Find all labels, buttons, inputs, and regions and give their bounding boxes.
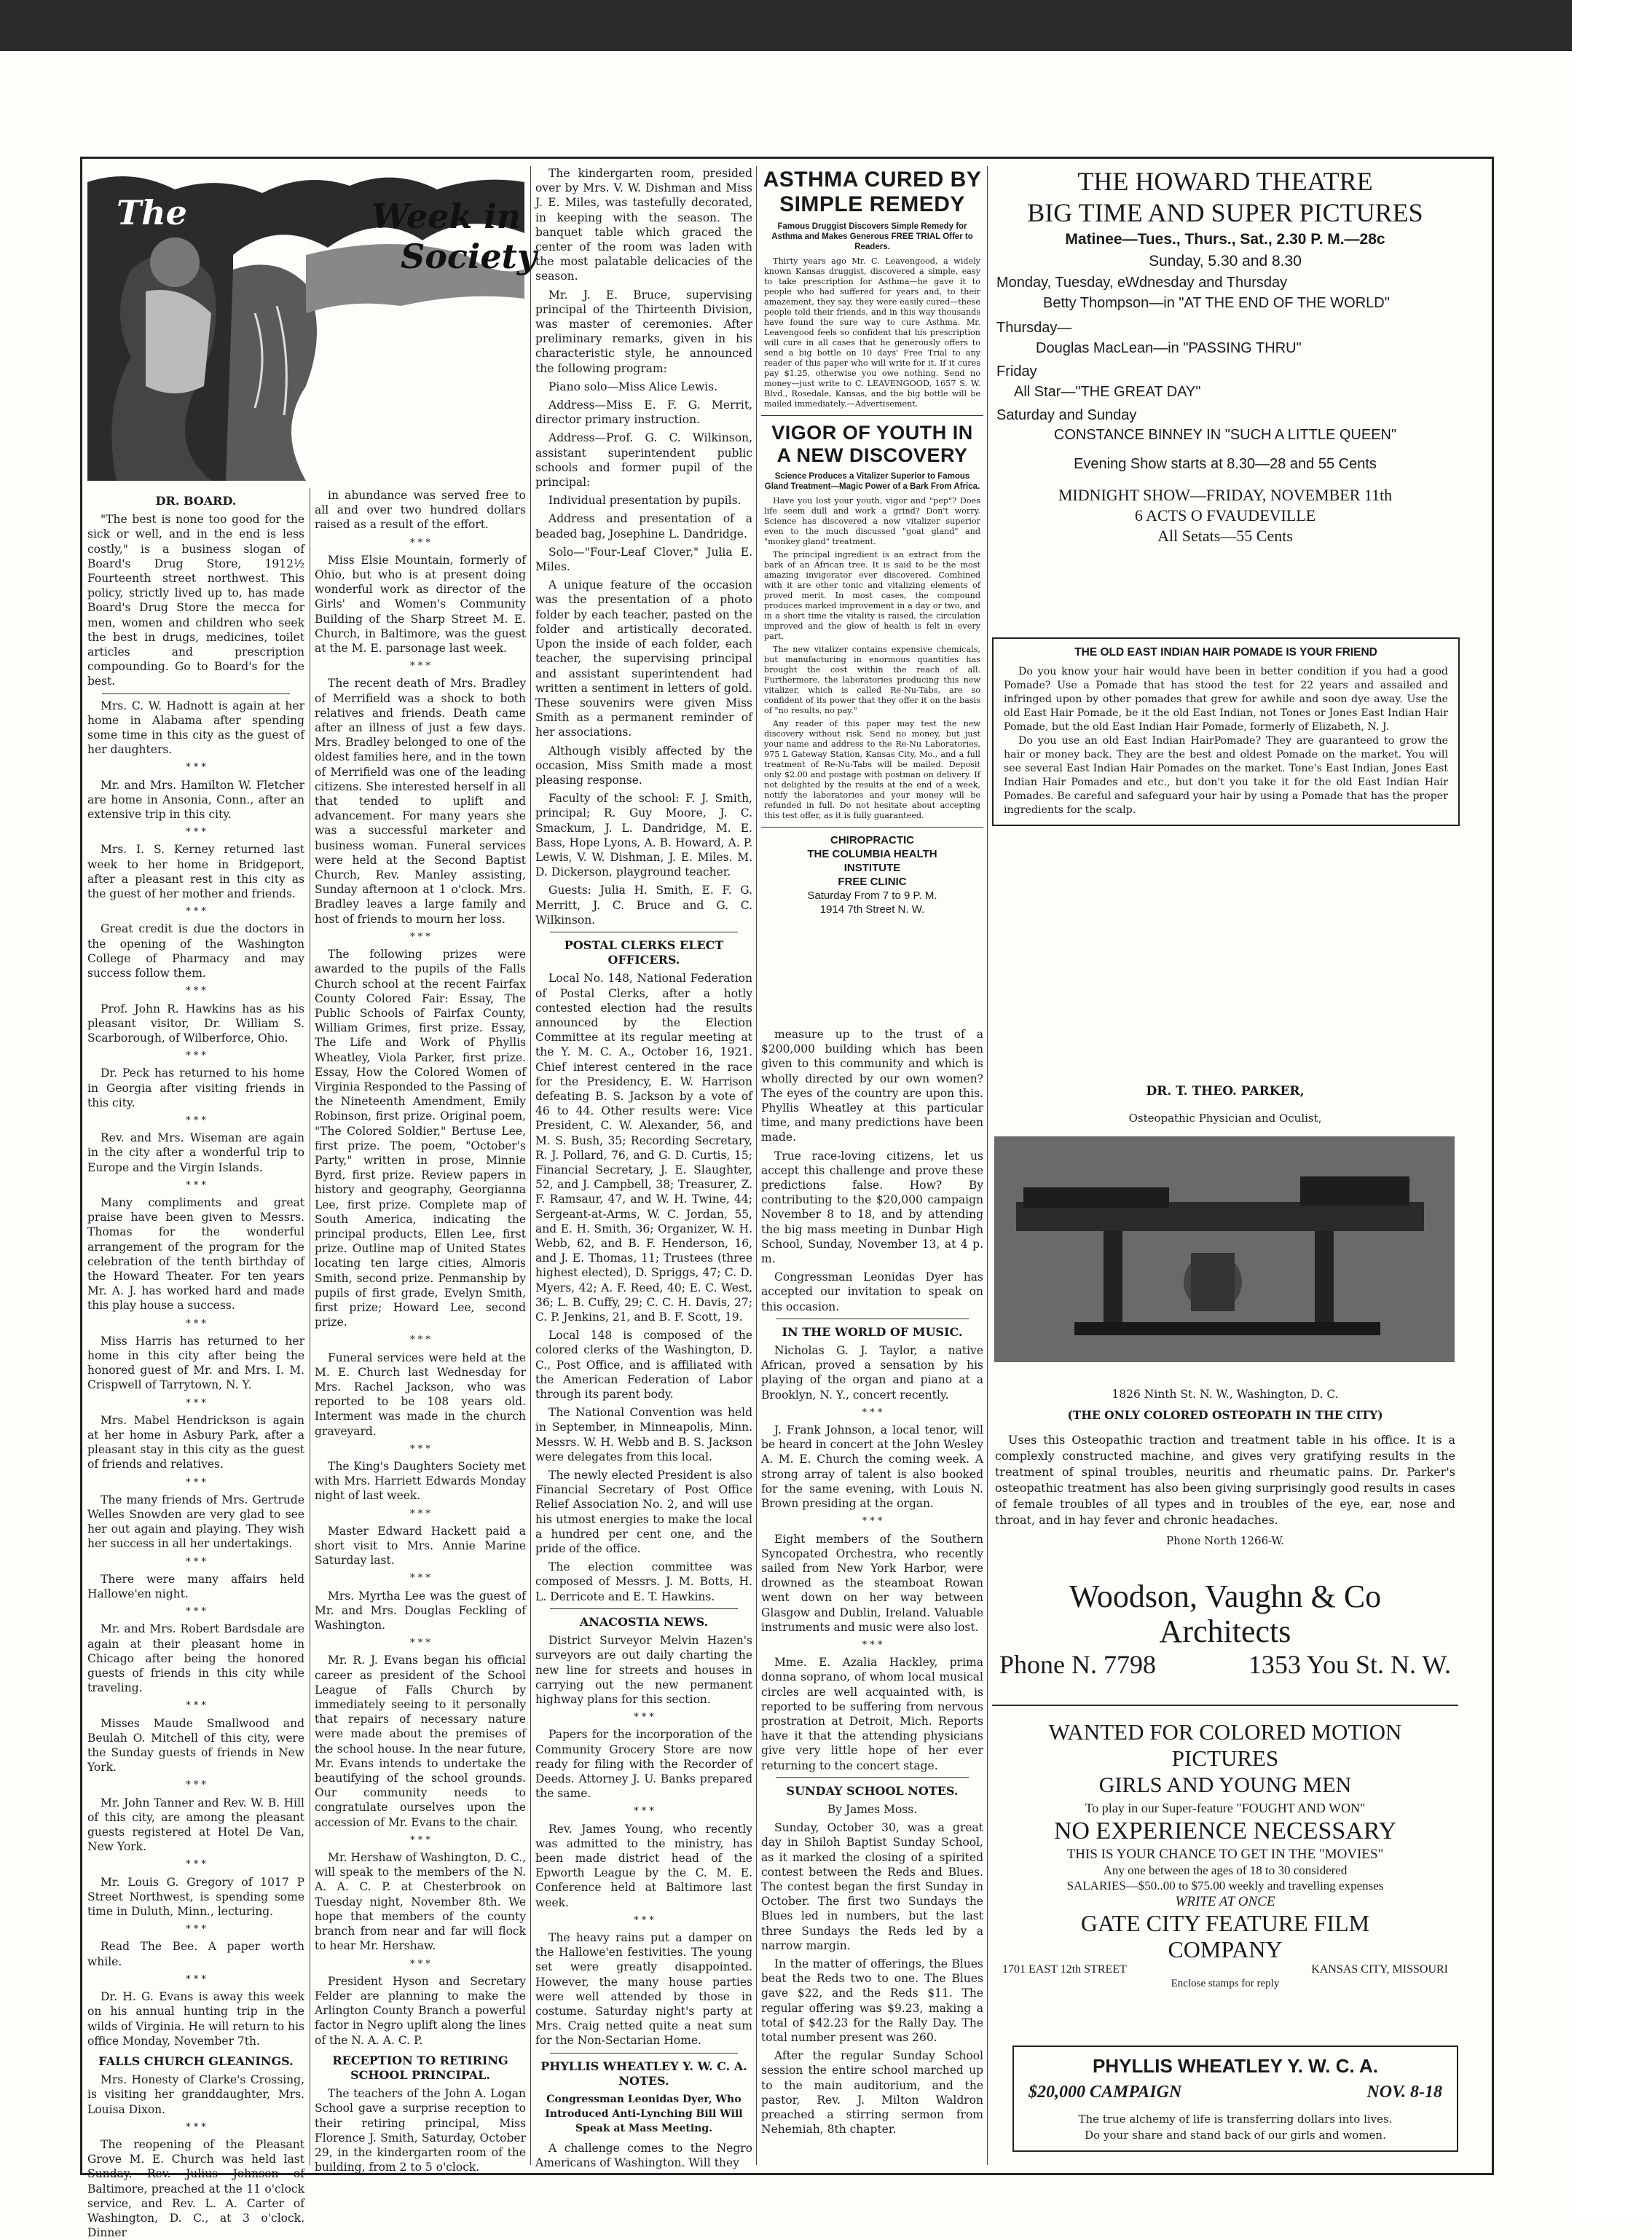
wanted-line: WRITE AT ONCE [1175, 1894, 1275, 1909]
col3-para: Solo—"Four-Leaf Clover," Julia E. Miles. [535, 545, 752, 574]
col2-para: President Hyson and Secretary Felder are planning to make the Arlington County Branch a powerful factor in Negro uplift along the lines of the N. A. A. C. P. [315, 1974, 526, 2047]
scan-right-margin [1572, 0, 1652, 2223]
wanted-line: SALARIES—$50..00 to $75.00 weekly and travelling expenses [1066, 1879, 1384, 1893]
separator-stars: * * * [186, 762, 206, 774]
asthma-para: Thirty years ago Mr. C. Leavengood, a widely known Kansas druggist, discovered a simple, easy to take prescription for Asthma—he gave it to people who had suffered for years and, to their amazement, they say, they were easily cured—these people told their friends, and in this way thousands have found the sure way to cure Asthma. Mr. Leavengood feels so confident that his prescription will cure in all cases that he generously offers to send a big bottle on 10 days' Free Trial to any reader of this paper who will write for it. If it cures pay $1.25, otherwise you owe nothing. Send no money—just write to C. LEAVENGOOD, 1657 S. W. Blvd., Rosedale, Kansas, and the big bottle will be mailed immediately.—Advertisement. [764, 256, 980, 409]
wanted-line: Enclose stamps for reply [1171, 1978, 1280, 1989]
separator-stars: * * * [186, 906, 206, 918]
anacostia-heading: ANACOSTIA NEWS. [579, 1614, 709, 1629]
howard-thursday: Thursday— [996, 320, 1072, 336]
divider [761, 827, 983, 828]
ywca-campaign: $20,000 CAMPAIGN [1028, 2083, 1182, 2102]
col3-para: Address and presentation of a beaded bag, Josephine L. Dandridge. [535, 512, 752, 541]
sunday-school-heading: SUNDAY SCHOOL NOTES. [786, 1783, 959, 1798]
col3-para: Guests: Julia H. Smith, E. F. G. Merritt, J. C. Bruce and G. C. Wilkinson. [535, 884, 752, 927]
vigor-headline-line: A NEW DISCOVERY [776, 444, 968, 466]
woodson-architects: Architects [1159, 1614, 1291, 1649]
wanted-city: KANSAS CITY, MISSOURI [1311, 1963, 1448, 1976]
byline: By James Moss. [827, 1802, 918, 1816]
column-3 [535, 166, 752, 2169]
patent-medicine-ads [761, 168, 983, 916]
society-masthead [87, 168, 537, 481]
howard-evening: Evening Show starts at 8.30—28 and 55 Cents [1074, 456, 1377, 472]
woodson-address: 1353 You St. N. W. [1248, 1650, 1451, 1679]
separator-stars: * * * [186, 827, 206, 838]
woodson-name: Woodson, Vaughn & Co [1069, 1579, 1382, 1614]
col2-para: Master Edward Hackett paid a short visit to Mrs. Annie Marine Saturday last. [315, 1524, 526, 1568]
separator-stars: * * * [186, 1477, 206, 1488]
separator-stars: * * * [410, 1443, 430, 1455]
col3-para: The newly elected President is also Financial Secretary of Post Office Relief Association No. 2, and will use his utmost energies to make the local a hundred per cent one, and the pride of the office. [535, 1469, 752, 1556]
separator-stars: * * * [634, 1712, 654, 1724]
chiro-line: INSTITUTE [843, 862, 901, 874]
parker-address: 1826 Ninth St. N. W., Washington, D. C. [1112, 1388, 1339, 1401]
column-rule [756, 166, 757, 2165]
howard-friday: Friday [996, 363, 1037, 380]
separator-stars: * * * [186, 1179, 206, 1191]
col2-para: Mrs. Myrtha Lee was the guest of Mr. and Mrs. Douglas Feckling of Washington. [315, 1589, 526, 1632]
col1-para: Dr. H. G. Evans is away this week on his annual hunting trip in the wilds of Virginia. He will return to his office Monday, November 7th. [87, 1990, 304, 2048]
vigor-para: Any reader of this paper may test the new discovery without risk. Send no money, but just your name and address to the Re-Nu Laboratories, 975 L Gateway Station, Kansas City, Mo., and a full treatment of Re-Nu-Tabs will be mailed. Deposit only $2.00 and postage with postman on delivery. If not delighted by the results at the end of a week, notify the laboratories and your money will be refunded in full. Do not hesitate about accepting this test offer, as it is fully guaranteed. [764, 719, 980, 820]
col1-para: Prof. John R. Hawkins has as his pleasant visitor, Dr. William S. Scarborough, of Wilberforce, Ohio. [87, 1002, 304, 1045]
howard-acts: 6 ACTS O FVAUDEVILLE [1134, 506, 1316, 524]
divider [550, 2053, 738, 2054]
separator-stars: * * * [186, 1924, 206, 1936]
osteopathic-table-photo [994, 1136, 1455, 1362]
dr-parker-ad [992, 1084, 1458, 1125]
wanted-line: GATE CITY FEATURE FILM [1080, 1910, 1370, 1936]
separator-stars: * * * [410, 1834, 430, 1846]
howard-mwt-feature: Betty Thompson—in "AT THE END OF THE WORLD" [1043, 295, 1390, 311]
ywca-line: The true alchemy of life is transferring dollars into lives. [1078, 2113, 1393, 2126]
dyer-subheading: Congressman Leonidas Dyer, Who Introduced Anti-Lynching Bill Will Speak at Mass Meeting. [545, 2093, 743, 2135]
howard-sunday: Sunday, 5.30 and 8.30 [1149, 253, 1302, 270]
col3-para: Address—Prof. G. C. Wilkinson, assistant superintendent public schools and former pupil of the principal: [535, 431, 752, 490]
separator-stars: * * * [634, 1914, 654, 1926]
ywca-campaign-row [1024, 2078, 1447, 2107]
col2-para: The teachers of the John A. Logan School gave a surprise reception to their retiring principal, Miss Florence J. Smith, Saturday, October 29, in the kindergarten room of the building, from 2 to 5 o'clock. [315, 2087, 526, 2174]
hair-pomade-ad [992, 637, 1460, 826]
vigor-para: The principal ingredient is an extract from the bark of an African tree. It is said to be the most amazing invigorator ever discovered. Combined with it are other tonic and vitalizing elements of proved merit. In most cases, the compound produces marked improvement in a day or two, and in a short time the vitality is raised, the circulation improved and the glow of health is felt in every part. [764, 550, 980, 641]
howard-friday-feature: All Star—"THE GREAT DAY" [1014, 384, 1201, 400]
dr-parker-details [992, 1388, 1458, 1547]
divider [102, 693, 290, 694]
wanted-line: GIRLS AND YOUNG MEN [1098, 1773, 1352, 1797]
howard-matinee: Matinee—Tues., Thurs., Sat., 2.30 P. M.—28c [1065, 231, 1385, 248]
vigor-para: The new vitalizer contains expensive chemicals, but manufacturing in enormous quantities has brought the cost within the reach of all. Furthermore, the laboratories producing this new vitalizer, which is called Re-Nu-Tabs, are so confident of its power that they offer it on the basis of "no results, no pay." [764, 645, 980, 715]
ywca-campaign-ad [1012, 2046, 1458, 2152]
separator-stars: * * * [186, 1318, 206, 1329]
chiro-line: CHIROPRACTIC [830, 834, 914, 846]
divider [761, 415, 983, 416]
ywca-dates: NOV. 8-18 [1366, 2083, 1442, 2102]
col4-para: J. Frank Johnson, a local tenor, will be heard in concert at the John Wesley A. M. E. Church the coming week. A strong array of talent is also booked for the same evening, with Louis N. Brown presiding at the organ. [761, 1423, 983, 1511]
separator-stars: * * * [186, 1700, 206, 1712]
col1-para: Misses Maude Smallwood and Beulah O. Mitchell of this city, were the Sunday guests of friends in New York. [87, 1716, 304, 1775]
chiro-line: Saturday From 7 to 9 P. M. [807, 889, 937, 902]
col3-para: A unique feature of the occasion was the presentation of a photo folder by each teacher, pasted on the folder and artistically decorated. Upon the inside of each folder, each teacher, the supervising principal and assistant superintendent had written a sentiment in letters of gold. These souvenirs were given Miss Smith as a permanent reminder of her associations. [535, 578, 752, 739]
postal-clerks-heading: POSTAL CLERKS ELECT OFFICERS. [564, 938, 724, 967]
divider [992, 1705, 1458, 1706]
separator-stars: * * * [186, 1115, 206, 1126]
hair-para: Do you know your hair would have been in better condition if you had a good Pomade? Use a Pomade that has stood the test for 22 years and assailed and infringed upon by other pomades that grew for awhile and soon dye away. Use the old East Hair Pomade, be it the old East Indian, not Tones or Jones East Indian Hair Pomade, but the old East Indian Hair Pomade, formerly of Elizabeth, N. J. [1004, 666, 1448, 733]
col2-para: The recent death of Mrs. Bradley of Merrifield was a shock to both relatives and friends. Death came after an illness of just a few days. Mrs. Bradley belonged to one of the oldest families here, and in the town of Merrifield was one of the leading citizens. She interested herself in all that tended to uplift and advancement. For many years she was a successful marketer and business woman. Funeral services were held at the Second Baptist Church, Rev. Manley assisting, Sunday afternoon at 1 o'clock. Mrs. Bradley leaves a large family and host of friends to mourn her loss. [315, 677, 526, 926]
chiropractic-ad [761, 833, 983, 916]
howard-seats: All Setats—55 Cents [1157, 527, 1293, 545]
treatment-table-illustration [994, 1136, 1455, 1362]
col2-para: in abundance was served free to all and over two hundred dollars raised as a result of the effort. [315, 489, 526, 532]
hair-title: THE OLD EAST INDIAN HAIR POMADE IS YOUR FRIEND [1074, 646, 1377, 659]
wanted-line: THIS IS YOUR CHANCE TO GET IN THE "MOVIES" [1066, 1847, 1384, 1862]
column-rule [987, 166, 988, 2165]
col4-para: In the matter of offerings, the Blues beat the Reds two to one. The Blues gave $22, and the Reds $11. The regular offering was $9.23, making a total of $42.23 for the Rally Day. The total number present was 260. [761, 1957, 983, 2044]
vigor-subhead: Science Produces a Vitalizer Superior to Famous Gland Treatment—Magic Power of a Bark From Africa. [764, 472, 980, 491]
vigor-body [764, 496, 980, 821]
col1-para: Mrs. Mabel Hendrickson is again at her home in Asbury Park, after a pleasant stay in this city as the guest of friends and relatives. [87, 1413, 304, 1471]
separator-stars: * * * [862, 1407, 883, 1418]
col3-para: The heavy rains put a damper on the Hallowe'en festivities. The young set were greatly disappointed. However, the many house parties were well attended by those in costume. Saturday night's party at Mrs. Craig netted quite a neat sum for the Non-Sectarian Home. [535, 1930, 752, 2048]
chiro-line: THE COLUMBIA HEALTH [807, 848, 937, 860]
parker-body: Uses this Osteopathic traction and treatment table in his office. It is a complexly constructed machine, and gives very gratifying results in the treatment of spinal troubles, neuritis and rheumatic pains. Dr. Parker's osteopathic treatment has also been giving surprisingly good results in cases of female troubles of all types and in troubles of the eye, ear, nose and throat, and in hay fever and chronic headaches. [995, 1433, 1455, 1527]
col1-para: The many friends of Mrs. Gertrude Welles Snowden are very glad to see her out again and playing. They wish her success in all her undertakings. [87, 1493, 304, 1551]
parker-name: DR. T. THEO. PARKER, [1146, 1084, 1305, 1099]
col3-para: Mr. J. E. Bruce, supervising principal of the Thirteenth Division, was master of ceremonies. After preliminary remarks, given in his characteristic style, he announced the following program: [535, 288, 752, 375]
column-rule [530, 166, 531, 2165]
asthma-headline [761, 168, 983, 217]
col3-para: Faculty of the school: F. J. Smith, principal; R. Guy Moore, J. C. Smackum, J. L. Dandridge, M. E. Bass, Hope Lyons, A. B. Howard, A. P. Lewis, V. W. Dishman, J. E. Miles. M. D. Dickerson, playground teacher. [535, 792, 752, 879]
parker-tag: (THE ONLY COLORED OSTEOPATH IN THE CITY) [1067, 1408, 1383, 1422]
asthma-body [764, 256, 980, 409]
column-2 [315, 488, 526, 2174]
col1-para: Mrs. Honesty of Clarke's Crossing, is visiting her granddaughter, Mrs. Louisa Dixon. [87, 2073, 304, 2116]
howard-subtitle: BIG TIME AND SUPER PICTURES [1027, 198, 1423, 227]
col1-para: Mrs. I. S. Kerney returned last week to her home in Bridgeport, after a pleasant rest in this city as the guest of her mother and friends. [87, 843, 304, 901]
col3-para: Address—Miss E. F. G. Merrit, director primary instruction. [535, 398, 752, 427]
howard-midnight: MIDNIGHT SHOW—FRIDAY, NOVEMBER 11th [1058, 486, 1393, 504]
wanted-address [992, 1962, 1458, 1977]
col3-para: The kindergarten room, presided over by Mrs. V. W. Dishman and Miss J. E. Miles, was tastefully decorated, in keeping with the season. The banquet table which graced the center of the room was laden with the most palatable delicacies of the season. [535, 167, 752, 283]
col3-para: The National Convention was held in September, in Minneapolis, Minn. Messrs. W. H. Webb and B. S. Jackson were delegates from this local. [535, 1406, 752, 1463]
vigor-para: Have you lost your youth, vigor and "pep"? Does life seem dull and work a grind? Don't worry. Science has discovered a new vitalizer superior even to the much discussed "goat gland" and "monkey gland" treatment. [764, 496, 980, 546]
separator-stars: * * * [410, 931, 430, 943]
col3-para: Local 148 is composed of the colored clerks of the Washington, D. C., Post Office, and is affiliated with the American Federation of Labor through its parent body. [535, 1329, 752, 1402]
howard-theatre-ad [992, 166, 1458, 546]
chiro-line: FREE CLINIC [838, 876, 907, 888]
hair-para: Do you use an old East Indian HairPomade? They are guaranteed to grow the hair or money back. They are the best and oldest Pomade on the market. You will see several East Indian Hair Pomades on the market. Tone's East Indian, Jones East Indian Hair Pomades and etc., but don't you take it for the old East Indian Hair Pomades. Be careful and safeguard your hair by using a Pomade that has the proper ingredients for the scalp. [1004, 735, 1448, 816]
col3-para: Although visibly affected by the occasion, Miss Smith made a most pleasing response. [535, 744, 752, 787]
col2-para: Mr. R. J. Evans began his official career as president of the School League of Falls Church by immediately seeing to it personally that repairs of necessary nature were made about the premises of the school house. In the near future, Mr. Evans intends to undertake the beautifying of the school grounds. Our community needs to congratulate ourselves upon the accession of Mr. Evans to the chair. [315, 1654, 526, 1829]
col3-para: Piano solo—Miss Alice Lewis. [548, 380, 718, 393]
separator-stars: * * * [186, 2121, 206, 2133]
wanted-line: Any one between the ages of 18 to 30 considered [1103, 1863, 1348, 1877]
col4-para: Congressman Leonidas Dyer has accepted our invitation to speak on this occasion. [761, 1270, 983, 1313]
separator-stars: * * * [634, 1806, 654, 1817]
separator-stars: * * * [410, 1573, 430, 1584]
col1-para: Mr. John Tanner and Rev. W. B. Hill of this city, are among the pleasant guests registered at Hotel De Van, New York. [87, 1796, 304, 1854]
col4-para: Eight members of the Southern Syncopated Orchestra, who recently sailed from New York Harbor, were drowned as the steamboat Rowan went down on her way between Glasgow and Dublin, Ireland. Valuable instruments and music were also lost. [761, 1532, 983, 1634]
col1-para: Mr. and Mrs. Robert Bardsdale are again at their pleasant home in Chicago after being the honored guests of friends in this city while traveling. [87, 1622, 304, 1695]
howard-satsun: Saturday and Sunday [996, 407, 1137, 423]
reception-heading: RECEPTION TO RETIRING SCHOOL PRINCIPAL. [332, 2053, 508, 2082]
col1-para: There were many affairs held Hallowe'en night. [87, 1572, 304, 1601]
chiro-line: 1914 7th Street N. W. [819, 903, 925, 916]
howard-title: THE HOWARD THEATRE [1077, 167, 1373, 196]
col2-para: Miss Elsie Mountain, formerly of Ohio, but who is at present doing wonderful work as director of the Girls' and Women's Community Building of the Sharp Street M. E. Church, in Baltimore, was the guest at the M. E. parsonage last week. [315, 553, 526, 656]
vigor-headline-line: VIGOR OF YOUTH IN [771, 422, 973, 444]
col3-para: Individual presentation by pupils. [548, 494, 742, 508]
separator-stars: * * * [862, 1639, 883, 1651]
col1-para: Mrs. C. W. Hadnott is again at her home in Alabama after spending some time in this city as the guest of her daughters. [87, 699, 304, 757]
ywca-line: Do your share and stand back of our girls and women. [1085, 2129, 1386, 2142]
col1-para: Mr. and Mrs. Hamilton W. Fletcher are home in Ansonia, Conn., after an extensive trip in this city. [87, 778, 304, 822]
col3-para: Local No. 148, National Federation of Postal Clerks, after a hotly contested election had the results announced by the Election Committee at its regular meeting at the Y. M. C. A., October 16, 1921. Chief interest centered in the race for the Presidency, E. W. Harrison defeating B. S. Jackson by a vote of 46 to 44. Other results were: Vice President, C. W. Alexander, 56, and M. S. Bush, 35; Recording Secretary, R. J. Pollard, 76, and G. D. Curtis, 15; Financial Secretary, J. E. Slaughter, 52, and J. Campbell, 38; Treasurer, Z. F. Ramsaur, 47, and W. H. Twine, 44; Sergeant-at-Arms, W. C. Jordan, 55, and E. H. Smith, 36; Organizer, W. H. Webb, 62, and B. F. Henderson, 16, and J. E. Thomas, 11; Trustees (three highest elected), D. Spriggs, 47; C. D. Myers, 42; A. F. Reed, 40; E. C. West, 36; L. B. Cuffy, 29; C. C. H. Davis, 27; C. P. Jenkins, 21, and B. F. Scott, 19. [535, 972, 752, 1324]
separator-stars: * * * [186, 1859, 206, 1871]
woodson-phone: Phone N. 7798 [999, 1650, 1156, 1679]
woodson-contact [992, 1649, 1458, 1680]
col2-para: The following prizes were awarded to the pupils of the Falls Church school at the recent Fairfax County Colored Fair: Essay, The Public Schools of Fairfax County, William Grimes, first prize. Essay, The Life and Work of Phyllis Wheatley, Viola Parker, first prize. Essay, How the Colored Women of Virginia Responded to the Passing of the Nineteenth Amendment, Emily Robinson, first prize. Original poem, "The Colored Soldier," Bertuse Lee, first prize. The poem, "October's Party," written in prose, Minnie Byrd, first prize. Review papers in history and geography, Georgianna Lee, first prize. Complete map of South America, indicating the principal products, Ellen Lee, first prize. Outline map of United States locating ten large cities, Almoris Smith, second prize. Penmanship by pupils of first grade, Evelyn Smith, first prize; Howard Lee, second prize. [315, 948, 526, 1329]
col1-para: Great credit is due the doctors in the opening of the Washington College of Pharmacy and may success follow them. [87, 922, 304, 981]
col4-para: Mme. E. Azalia Hackley, prima donna soprano, of whom local musical circles are well acquainted with, is reported to be suffering from nervous prostration at Detroit, Mich. Reports have it that the attending physicians give very little hope of her ever returning to the concert stage. [761, 1656, 983, 1772]
parker-phone: Phone North 1266-W. [1166, 1534, 1284, 1547]
col2-para: Funeral services were held at the M. E. Church last Wednesday for Mrs. Rachel Jackson, who was reported to be 108 years old. Interment was made in the church graveyard. [315, 1351, 526, 1438]
col1-para: Rev. and Mrs. Wiseman are again in the city after a wonderful trip to Europe and the Virgin Islands. [87, 1131, 304, 1174]
col1-para: The reopening of the Pleasant Grove M. E. Church was held last Sunday. Rev. Julius Johnson of Baltimore, preached at the 11 o'clock service, and Rev. L. A. Carter of Washington, D. C., at 3 o'clock. Dinner [87, 2137, 304, 2240]
asthma-headline-line: ASTHMA CURED BY [763, 168, 982, 192]
col4-para: Nicholas G. J. Taylor, a native African, proved a sensation by his playing of the organ and piano at a Brooklyn, N. Y., concert recently. [761, 1344, 983, 1402]
col4-para: True race-loving citizens, let us accept this challenge and prove these predictions false. How? By contributing to the $20,000 campaign November 8 to 18, and by attending the big mass meeting in Dunbar High School, Sunday, November 13, at 4 p. m. [761, 1149, 983, 1266]
wanted-line: WANTED FOR COLORED MOTION [1048, 1719, 1402, 1745]
separator-stars: * * * [410, 1508, 430, 1520]
scan-top-edge [0, 0, 1652, 51]
separator-stars: * * * [862, 1516, 883, 1528]
col3-para: The election committee was composed of Messrs. J. M. Botts, H. L. Derricote and E. T. Hawkins. [535, 1560, 752, 1603]
col1-para: Many compliments and great praise have been given to Messrs. Thomas for the wonderful arrangement of the program for the celebration of the tenth birthday of the Howard Theater. For ten years Mr. A. J. has worked hard and made this play house a success. [87, 1195, 304, 1313]
col1-para: Mr. Louis G. Gregory of 1017 P Street Northwest, is spending some time in Duluth, Minn., lecturing. [87, 1875, 304, 1919]
divider [776, 1777, 969, 1778]
column-1 [87, 488, 304, 2240]
howard-mwt: Monday, Tuesday, eWdnesday and Thursday [996, 275, 1288, 291]
wanted-line: To play in our Super-feature "FOUGHT AND WON" [1085, 1801, 1366, 1815]
separator-stars: * * * [410, 661, 430, 672]
col2-para: The King's Daughters Society met with Mrs. Harriett Edwards Monday night of last week. [315, 1460, 526, 1503]
separator-stars: * * * [186, 1606, 206, 1618]
music-heading: IN THE WORLD OF MUSIC. [782, 1324, 963, 1339]
separator-stars: * * * [410, 1335, 430, 1346]
col4-para: Sunday, October 30, was a great day in Shiloh Baptist Sunday School, as it marked the closing of a spirited contest between the Reds and Blues. The contest began the first Sunday in October. The first two Sundays the Blues led in numbers, but the last three Sundays the Reds led by a narrow margin. [761, 1821, 983, 1952]
col1-para: Miss Harris has returned to her home in this city after being the honored guest of Mr. and Mrs. I. M. Crispwell of Tarrytown, N. Y. [87, 1334, 304, 1392]
wanted-street: 1701 EAST 12th STREET [1002, 1963, 1127, 1976]
howard-thursday-feature: Douglas MacLean—in "PASSING THRU" [1036, 340, 1302, 356]
parker-title: Osteopathic Physician and Oculist, [1128, 1112, 1322, 1125]
howard-satsun-feature: CONSTANCE BINNEY IN "SUCH A LITTLE QUEEN" [1053, 427, 1397, 443]
col1-para: "The best is none too good for the sick or well, and in the end is less costly," is a business slogan of Board's Drug Store, 1912½ Fourteenth street northwest. This policy, strictly lived up to, has made Board's Drug Store the mecca for men, women and children who seek the best in drugs, medicines, toilet articles and prescription compounding. Go to Board's for the best. [87, 513, 304, 688]
col3-para: A challenge comes to the Negro Americans of Washington. Will they [535, 2141, 752, 2169]
masthead-title-the: The [117, 193, 187, 232]
separator-stars: * * * [186, 1780, 206, 1791]
col3-para: Papers for the incorporation of the Community Grocery Store are now ready for filing with the Recorder of Deeds. Attorney J. U. Banks prepared the same. [535, 1728, 752, 1801]
asthma-subhead: Famous Druggist Discovers Simple Remedy for Asthma and Makes Generous FREE TRIAL Offer to Readers. [771, 222, 973, 251]
divider [550, 1608, 738, 1609]
col2-para: Mr. Hershaw of Washington, D. C., will speak to the members of the N. A. A. C. P. at Chesterbrook on Tuesday night, November 8th. We hope that members of the county branch from near and far will flock to hear Mr. Hershaw. [315, 1851, 526, 1953]
vigor-headline [761, 422, 983, 467]
separator-stars: * * * [410, 1638, 430, 1649]
col1-para: Dr. Peck has returned to his home in Georgia after visiting friends in this city. [87, 1066, 304, 1109]
col4-para: measure up to the trust of a $200,000 building which has been given to this community and which is wholly directed by our own women? The eyes of the country are upon this. Phyllis Wheatley at this particular time, and many predictions have been made. [761, 1028, 983, 1144]
column-4-lower [761, 1027, 983, 2165]
separator-stars: * * * [186, 1050, 206, 1062]
dr-board-heading: DR. BOARD. [155, 494, 237, 508]
col3-para: District Surveyor Melvin Hazen's surveyors are out daily charting the new line for streets and houses in carrying out the new permanent highway plans for this section. [535, 1634, 752, 1706]
ywca-notes-heading: PHYLLIS WHEATLEY Y. W. C. A. NOTES. [540, 2059, 747, 2088]
wanted-line: PICTURES [1171, 1745, 1279, 1771]
falls-church-heading: FALLS CHURCH GLEANINGS. [98, 2054, 294, 2068]
separator-stars: * * * [186, 1397, 206, 1409]
separator-stars: * * * [410, 1958, 430, 1970]
wanted-line: COMPANY [1168, 1936, 1283, 1962]
woodson-vaughn-ad [992, 1579, 1458, 1680]
masthead-title-week: Week in [371, 197, 522, 236]
separator-stars: * * * [410, 537, 430, 549]
separator-stars: * * * [186, 1556, 206, 1568]
wanted-line: NO EXPERIENCE NECESSARY [1053, 1817, 1397, 1844]
wanted-motion-pictures-ad [992, 1719, 1458, 1991]
ywca-title: PHYLLIS WHEATLEY Y. W. C. A. [1093, 2055, 1378, 2077]
col1-para: Read The Bee. A paper worth while. [87, 1940, 304, 1968]
asthma-headline-line: SIMPLE REMEDY [779, 192, 965, 216]
col3-para: Rev. James Young, who recently was admitted to the ministry, has been made district head of the Epworth League by the C. M. E. Conference held at Baltimore last week. [535, 1822, 752, 1909]
masthead-title-society: Society [401, 237, 537, 276]
separator-stars: * * * [186, 1973, 206, 1985]
separator-stars: * * * [186, 986, 206, 997]
col4-para: After the regular Sunday School session the entire school marched up to the main auditorium, and the pastor, Rev. J. Milton Waldron preached a stirring sermon from Nehemiah, 8th chapter. [761, 2049, 983, 2137]
